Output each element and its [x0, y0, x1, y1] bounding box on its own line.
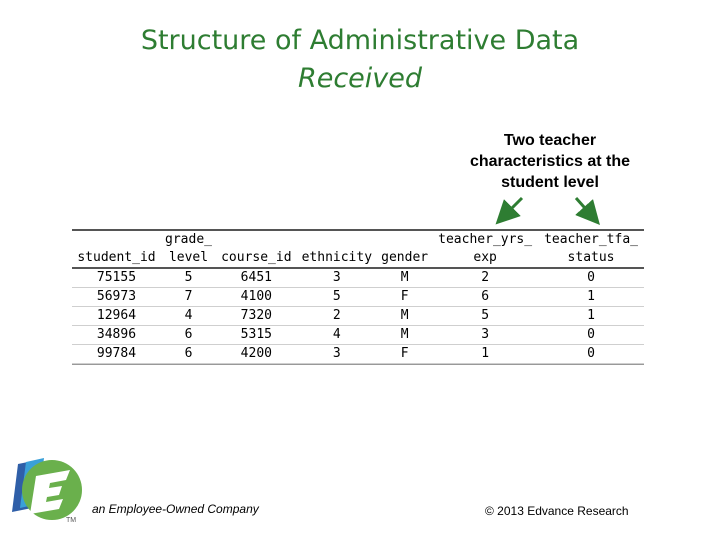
slide-title-line2: Received [297, 63, 423, 94]
arrow-right-icon [576, 198, 592, 216]
slide-title [0, 22, 720, 98]
column-header: student_id [72, 249, 161, 268]
callout-arrows [490, 190, 610, 230]
table-cell: 2 [297, 307, 378, 326]
column-header: ethnicity [297, 249, 378, 268]
table-cell: 0 [538, 326, 644, 345]
table-row [72, 345, 644, 364]
table-row [72, 326, 644, 345]
table-cell: 1 [432, 345, 538, 364]
table-cell: 4100 [216, 288, 297, 307]
table-cell: M [377, 307, 432, 326]
table-cell: 99784 [72, 345, 161, 364]
table-cell: 5 [432, 307, 538, 326]
footer-tagline: an Employee-Owned Company [92, 502, 259, 516]
arrow-left-icon [504, 198, 522, 216]
table-cell: 75155 [72, 268, 161, 288]
company-logo [8, 456, 84, 524]
table-cell: 4 [297, 326, 378, 345]
table-row [72, 307, 644, 326]
table-cell: 6 [432, 288, 538, 307]
callout-line2: characteristics at the [469, 153, 631, 170]
column-header-top [216, 231, 297, 249]
table-cell: F [377, 288, 432, 307]
table-cell: M [377, 268, 432, 288]
callout-line3: student level [501, 174, 599, 191]
table-cell: 5315 [216, 326, 297, 345]
table-cell: 4 [161, 307, 216, 326]
column-header: level [161, 249, 216, 268]
column-header-top: grade_ [165, 232, 212, 247]
column-header-top [297, 231, 378, 249]
table-cell: 6 [161, 345, 216, 364]
table-cell: M [377, 326, 432, 345]
table-cell: 34896 [72, 326, 161, 345]
data-table [72, 229, 644, 365]
table-cell: 3 [297, 268, 378, 288]
table-cell: 6451 [216, 268, 297, 288]
table-cell: 5 [161, 268, 216, 288]
column-header: course_id [216, 249, 297, 268]
column-header: exp [432, 249, 538, 268]
table-cell: 56973 [72, 288, 161, 307]
table-cell: 4200 [216, 345, 297, 364]
table-cell: 3 [297, 345, 378, 364]
logo-trademark: TM [66, 517, 77, 524]
table-cell: 7 [161, 288, 216, 307]
table-cell: 7320 [216, 307, 297, 326]
column-header: status [538, 249, 644, 268]
callout-line1: Two teacher [503, 132, 597, 149]
table-cell: 0 [538, 268, 644, 288]
table-cell: 2 [432, 268, 538, 288]
column-header-top [72, 231, 161, 249]
slide-title-line1: Structure of Administrative Data [140, 25, 580, 56]
table-cell: 0 [538, 345, 644, 364]
table-cell: 6 [161, 326, 216, 345]
column-header-top: teacher_tfa_ [544, 232, 638, 247]
footer-copyright: © 2013 Edvance Research [485, 504, 629, 518]
table-cell: 3 [432, 326, 538, 345]
table-cell: 1 [538, 288, 644, 307]
table-row [72, 268, 644, 288]
table-cell: F [377, 345, 432, 364]
callout-text [450, 130, 650, 193]
column-header-top [377, 231, 432, 249]
column-header-top: teacher_yrs_ [438, 232, 533, 247]
table-row [72, 288, 644, 307]
table-cell: 1 [538, 307, 644, 326]
column-header: gender [377, 249, 432, 268]
table-cell: 12964 [72, 307, 161, 326]
table-cell: 5 [297, 288, 378, 307]
